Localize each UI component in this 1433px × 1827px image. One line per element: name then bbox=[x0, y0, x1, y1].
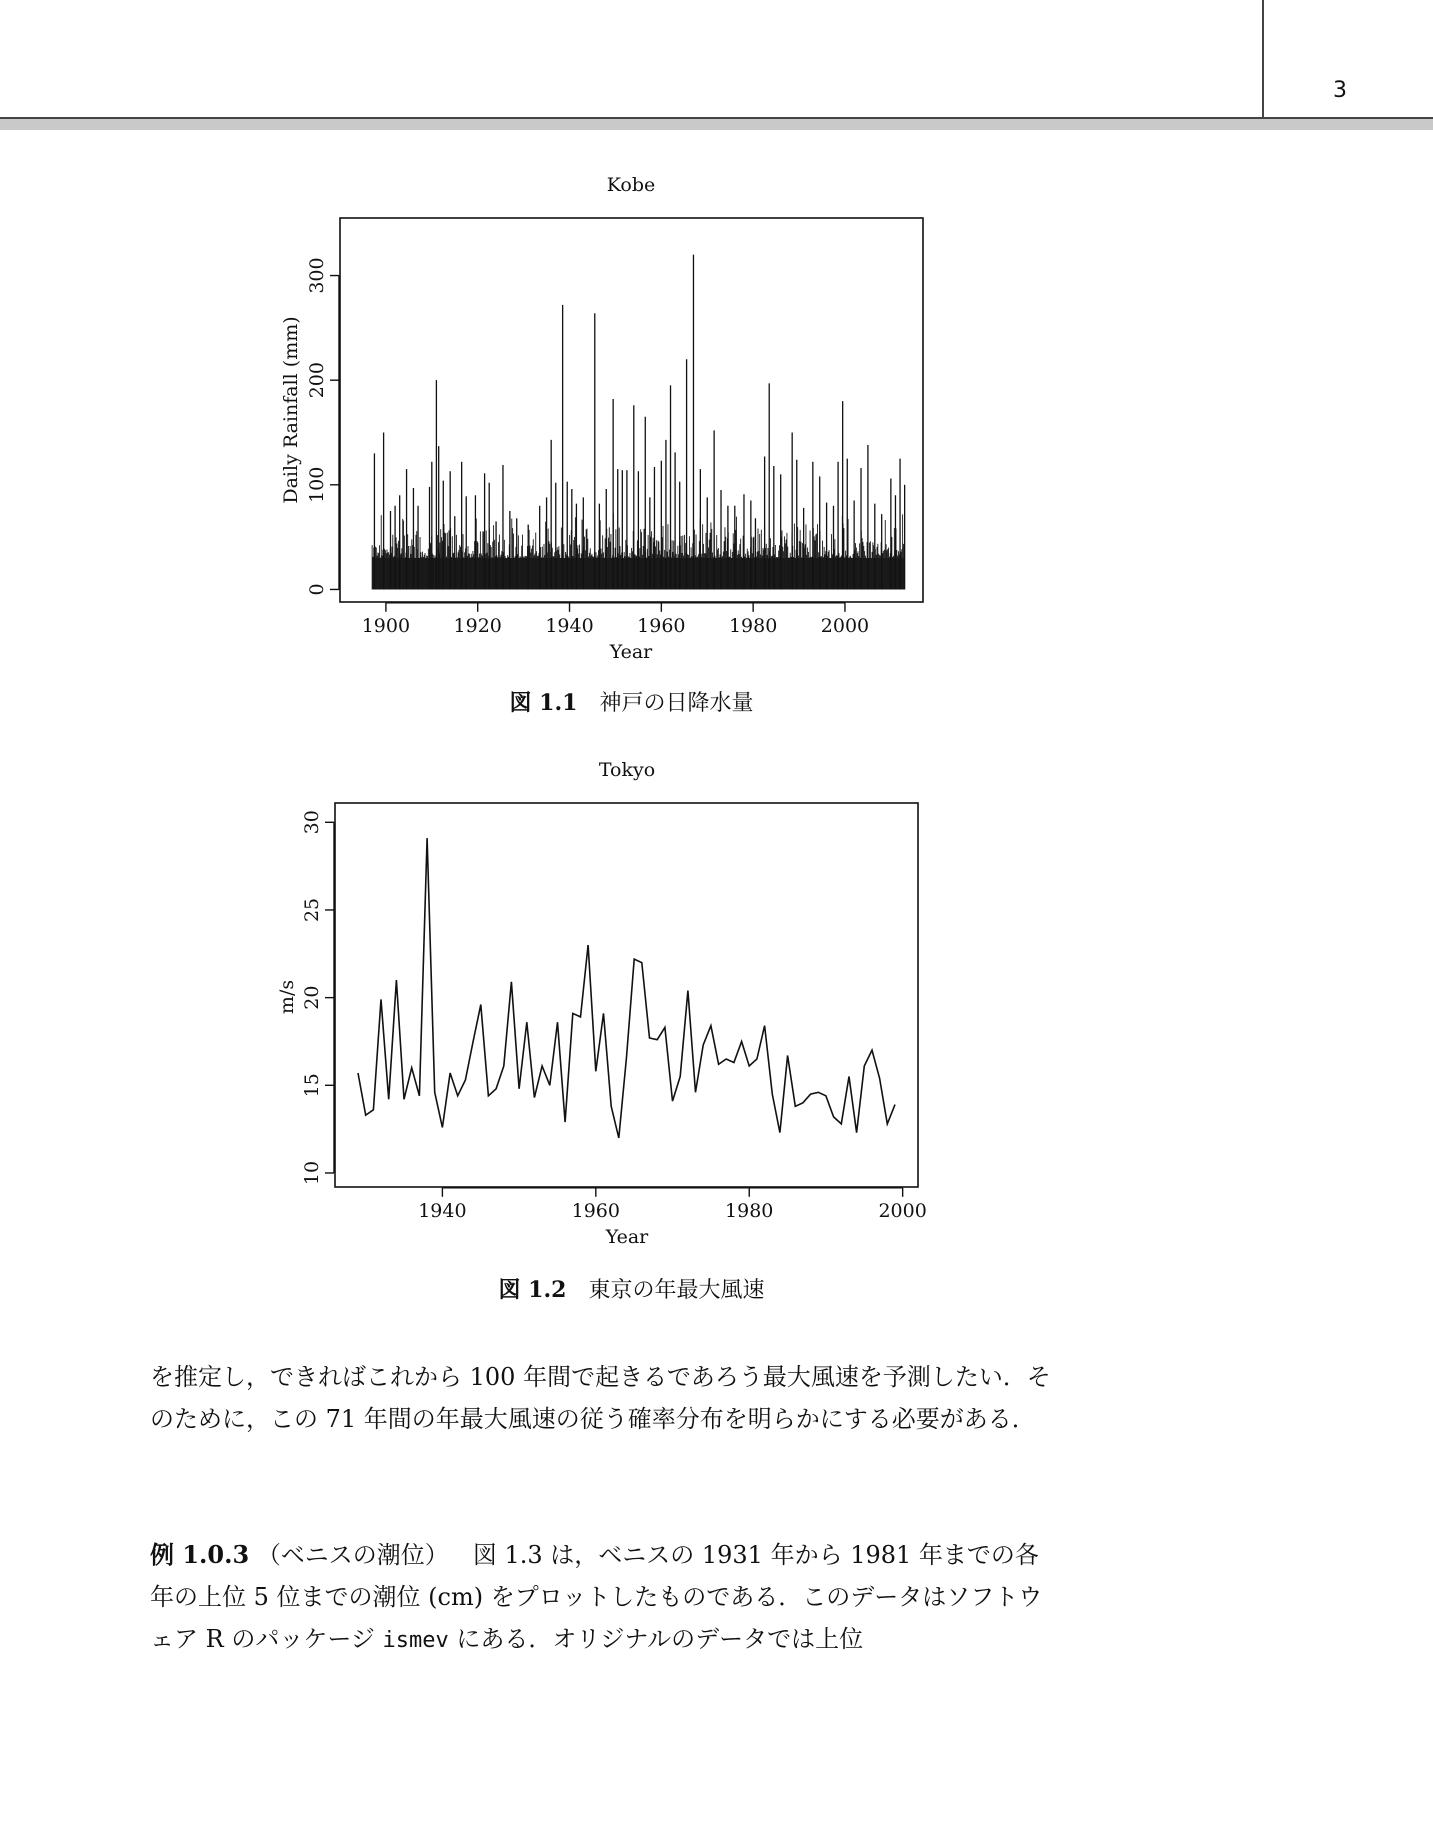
paragraph-text: を推定し，できればこれから 100 年間で起きるであろう最大風速を予測したい．そのために，この 71 年間の年最大風速の従う確率分布を明らかにする必要がある． bbox=[150, 1363, 1051, 1433]
y-tick-label: 15 bbox=[301, 1073, 323, 1098]
chart-tokyo bbox=[0, 745, 1433, 1265]
y-axis bbox=[306, 257, 339, 595]
x-tick-label: 1900 bbox=[361, 614, 411, 637]
y-tick-label: 30 bbox=[301, 810, 323, 835]
x-axis-label: Year bbox=[605, 1226, 649, 1248]
plot-area bbox=[372, 255, 905, 590]
example-text-cont: にある．オリジナルのデータでは上位 bbox=[448, 1625, 864, 1653]
y-tick-label: 25 bbox=[301, 897, 323, 923]
figure-label: 図 1.1 bbox=[509, 690, 578, 716]
figure-caption-text: 神戸の日降水量 bbox=[599, 691, 754, 716]
x-tick-label: 1980 bbox=[728, 614, 778, 637]
y-tick-label: 300 bbox=[306, 257, 328, 294]
header-band bbox=[0, 119, 1433, 130]
page-number: 3 bbox=[1333, 78, 1347, 103]
example-text: 図 1.3 は，ベニスの 1931 年から 1981 年までの各年の上位 5 位までの潮位 (cm) をプロットしたものである．このデータはソフトウェア R のパッケージ bbox=[150, 1541, 1043, 1653]
x-tick-label: 2000 bbox=[820, 614, 870, 637]
x-tick-label: 2000 bbox=[878, 1199, 927, 1222]
package-name: ismev bbox=[382, 1628, 449, 1653]
figure-caption-text: 東京の年最大風速 bbox=[588, 1278, 765, 1303]
example-label: 例 1.0.3 bbox=[150, 1540, 250, 1569]
y-axis-label: m/s bbox=[276, 979, 298, 1015]
figure-label: 図 1.2 bbox=[498, 1277, 567, 1303]
chart-title: Tokyo bbox=[598, 759, 656, 781]
x-axis bbox=[418, 1188, 927, 1222]
header-divider bbox=[1262, 0, 1264, 118]
x-tick-label: 1980 bbox=[725, 1199, 774, 1222]
y-tick-label: 200 bbox=[306, 362, 328, 399]
chart-title: Kobe bbox=[606, 174, 656, 196]
x-tick-label: 1940 bbox=[418, 1199, 467, 1222]
example-title: （ベニスの潮位） bbox=[256, 1541, 449, 1569]
y-tick-label: 10 bbox=[301, 1160, 323, 1186]
example-paragraph bbox=[150, 1534, 1060, 1662]
chart-kobe bbox=[0, 160, 1433, 680]
paragraph-1 bbox=[150, 1356, 1060, 1440]
x-tick-label: 1960 bbox=[571, 1199, 620, 1222]
wind-speed-line bbox=[358, 838, 895, 1138]
plot-frame bbox=[340, 218, 923, 602]
figure-caption-2 bbox=[0, 1273, 1263, 1304]
y-tick-label: 100 bbox=[306, 466, 328, 503]
y-axis bbox=[301, 810, 334, 1185]
x-tick-label: 1940 bbox=[545, 614, 594, 637]
x-tick-label: 1920 bbox=[453, 614, 502, 637]
plot-area bbox=[358, 838, 895, 1138]
figure-caption-1 bbox=[0, 686, 1263, 717]
x-axis bbox=[362, 603, 869, 637]
y-tick-label: 0 bbox=[306, 583, 328, 596]
x-tick-label: 1960 bbox=[637, 614, 686, 637]
y-axis-label: Daily Rainfall (mm) bbox=[280, 316, 302, 504]
y-tick-label: 20 bbox=[301, 985, 323, 1010]
x-axis-label: Year bbox=[609, 641, 653, 663]
